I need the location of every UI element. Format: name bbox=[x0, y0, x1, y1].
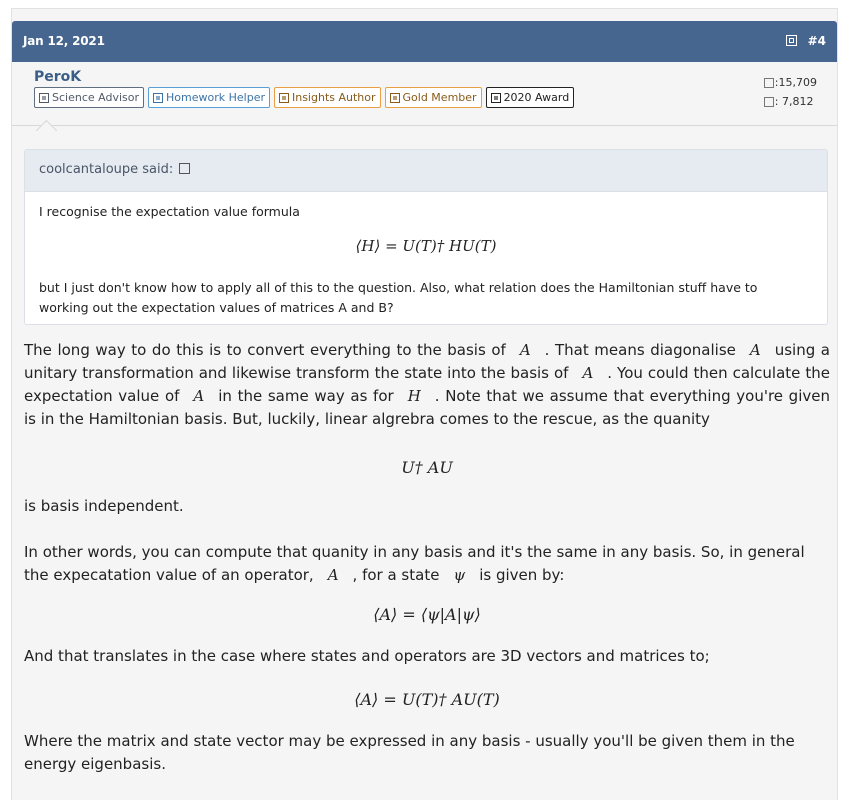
post-container bbox=[11, 8, 838, 800]
equation-1: U† AU bbox=[401, 458, 453, 477]
post-date[interactable]: Jan 12, 2021 bbox=[23, 34, 105, 48]
user-block bbox=[12, 62, 837, 126]
reactions-count: : 7,812 bbox=[774, 95, 814, 108]
paragraph-2: is basis independent. bbox=[24, 497, 184, 515]
quote-line-2: but I just don't know how to apply all of this to the question. Also, what relation does the Hamiltonian stuff have to working out the expectation values of matrices A and B? bbox=[39, 280, 758, 315]
paragraph-1: The long way to do this is to convert everything to the basis of A . That means diagonalise A using a unitary transformation and likewise transform the state into the basis of A . You could then calculate the expectation value of A in the same way as for H . Note that we assume that everything you're given is in the Hamiltonian basis. But, luckily, linear algrebra comes to the rescue, as the quanity bbox=[24, 341, 830, 428]
badge-science-advisor[interactable]: Science Advisor bbox=[34, 87, 144, 108]
quote-author[interactable]: coolcantaloupe said: bbox=[39, 162, 190, 177]
badge-insights-author[interactable]: Insights Author bbox=[274, 87, 381, 108]
paragraph-5: Where the matrix and state vector may be expressed in any basis - usually you'll be given them in the energy eigenbasis. bbox=[24, 732, 795, 773]
paragraph-3: In other words, you can compute that quanity in any basis and it's the same in any basis. So, in general the expecatation value of an operator, A , for a state ψ is given by: bbox=[24, 543, 805, 584]
username[interactable]: PeroK bbox=[34, 69, 82, 85]
messages-icon bbox=[764, 78, 774, 88]
messages-count: :15,709 bbox=[774, 76, 817, 89]
badge-2020-award[interactable]: 2020 Award bbox=[486, 87, 575, 108]
reactions-icon bbox=[764, 97, 774, 107]
share-icon[interactable] bbox=[786, 35, 797, 46]
badge-gold-member[interactable]: Gold Member bbox=[385, 87, 482, 108]
badge-homework-helper[interactable]: Homework Helper bbox=[148, 87, 270, 108]
quote-block bbox=[24, 149, 828, 325]
paragraph-4: And that translates in the case where states and operators are 3D vectors and matrices to; bbox=[24, 647, 710, 665]
user-stats bbox=[764, 73, 817, 111]
badge-icon bbox=[39, 93, 49, 103]
equation-3: ⟨A⟩ = U(T)† AU(T) bbox=[354, 690, 500, 709]
badge-icon bbox=[491, 93, 501, 103]
badge-icon bbox=[153, 93, 163, 103]
quote-line-1: I recognise the expectation value formula bbox=[39, 204, 300, 219]
equation-2: ⟨A⟩ = ⟨ψ|A|ψ⟩ bbox=[373, 605, 481, 624]
post-header bbox=[12, 21, 837, 62]
quote-jump-icon[interactable] bbox=[179, 163, 190, 174]
quote-header[interactable] bbox=[25, 150, 827, 192]
badge-icon bbox=[390, 93, 400, 103]
quote-formula: ⟨H⟩ = U(T)† HU(T) bbox=[355, 237, 497, 255]
badge-icon bbox=[279, 93, 289, 103]
user-badges bbox=[34, 87, 574, 108]
post-number[interactable]: #4 bbox=[807, 34, 826, 48]
